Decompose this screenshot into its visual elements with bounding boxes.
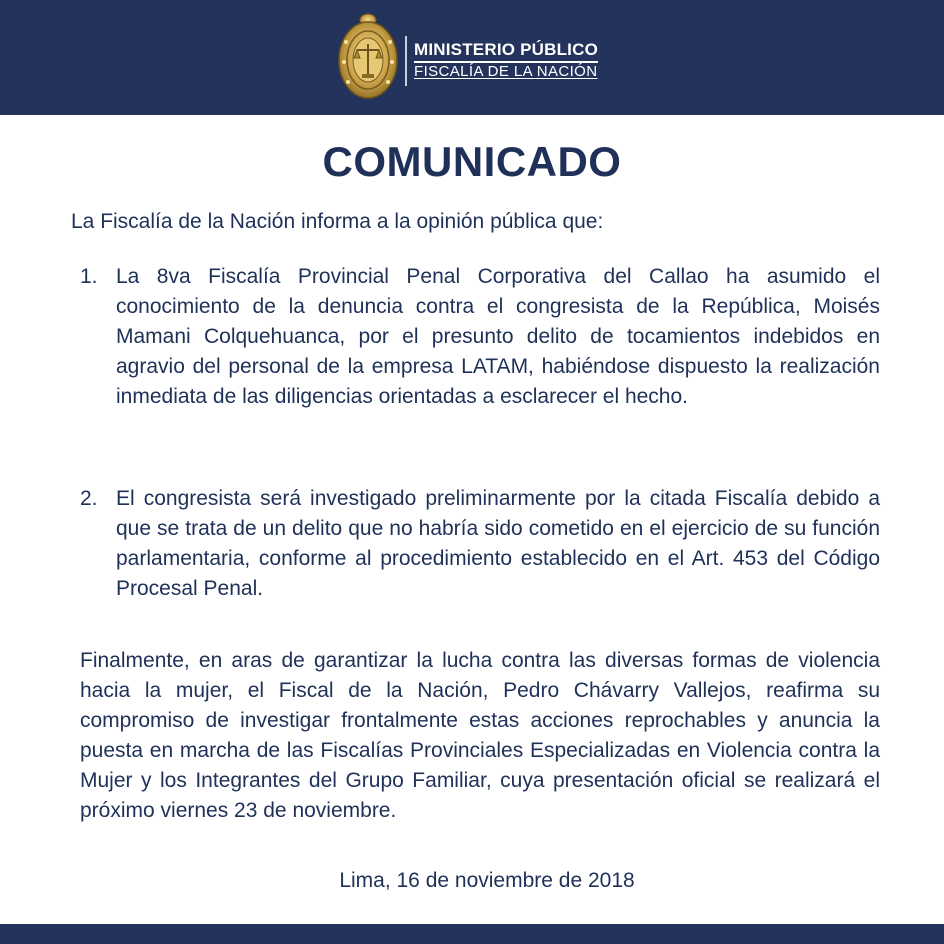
closing-paragraph: Finalmente, en aras de garantizar la lucha contra las diversas formas de violencia hacia la mujer, el Fiscal de la Nación, Pedro Chávarry Vallejos, reafirma su compromiso de investigar frontalmente estas acciones reprochables y anuncia la puesta en marcha de las Fiscalías Provinciales Especializadas en Violencia contra la Mujer y los Integrantes del Grupo Familiar, cuya presentación oficial se realizará el próximo viernes 23 de noviembre. [80, 649, 880, 822]
organization-name: MINISTERIO PÚBLICO [414, 40, 598, 63]
header-divider [405, 36, 407, 86]
footer-bar [0, 924, 944, 944]
organization-name-block [414, 40, 598, 81]
intro-paragraph: La Fiscalía de la Nación informa a la opinión pública que: [71, 210, 604, 233]
list-item-number: 2. [80, 487, 98, 510]
list-item-text: El congresista será investigado preliminarmente por la citada Fiscalía debido a que se trata de un delito que no habría sido cometido en el ejercicio de su función parlamentaria, conforme al procedimiento establecido en el Art. 453 del Código Procesal Penal. [116, 487, 880, 600]
date-line: Lima, 16 de noviembre de 2018 [339, 869, 635, 892]
header-bar [0, 0, 944, 115]
organization-subtitle: FISCALÍA DE LA NACIÓN [414, 63, 598, 80]
document-title: COMUNICADO [322, 138, 622, 185]
list-item [80, 484, 880, 604]
list-item [80, 262, 880, 412]
list-item-text: La 8va Fiscalía Provincial Penal Corporativa del Callao ha asumido el conocimiento de la denuncia contra el congresista de la República, Moisés Mamani Colquehuanca, por el presunto delito de tocamientos indebidos en agravio del personal de la empresa LATAM, habiéndose dispuesto la realización inmediata de las diligencias orientadas a esclarecer el hecho. [116, 265, 880, 408]
list-item-number: 1. [80, 265, 98, 288]
ministerio-publico-seal-icon [336, 12, 400, 102]
